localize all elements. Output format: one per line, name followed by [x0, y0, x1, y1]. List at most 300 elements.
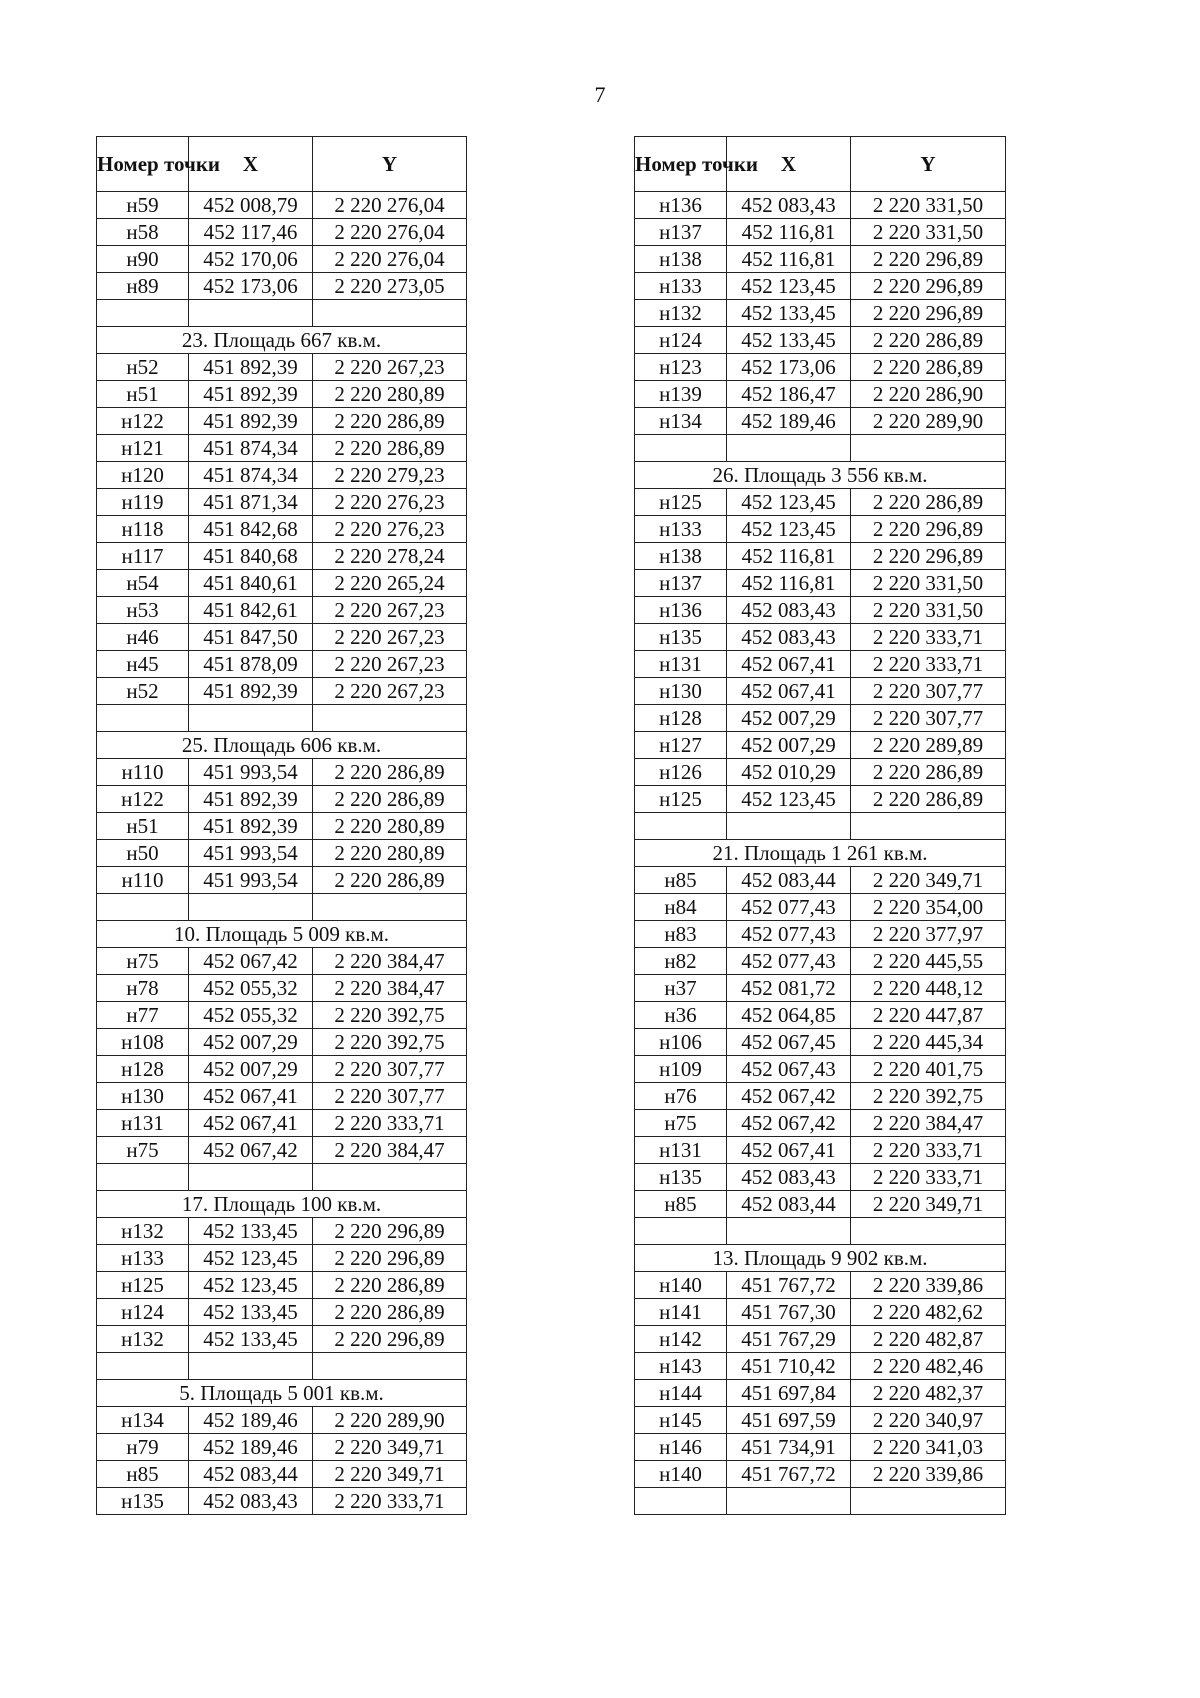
x-cell: 451 767,29 — [727, 1326, 851, 1353]
blank-row — [97, 894, 467, 921]
empty-cell — [313, 300, 467, 327]
table-row — [635, 1029, 1006, 1056]
point-cell: н138 — [635, 543, 727, 570]
table-row — [97, 543, 467, 570]
point-cell: н130 — [97, 1083, 189, 1110]
y-cell: 2 220 482,37 — [851, 1380, 1006, 1407]
section-header-row — [635, 840, 1006, 867]
x-cell: 452 173,06 — [189, 273, 313, 300]
y-cell: 2 220 279,23 — [313, 462, 467, 489]
table-row — [97, 948, 467, 975]
y-cell: 2 220 296,89 — [313, 1218, 467, 1245]
table-row — [635, 1110, 1006, 1137]
y-cell: 2 220 267,23 — [313, 624, 467, 651]
table-row — [635, 1164, 1006, 1191]
table-row — [635, 921, 1006, 948]
point-cell: н133 — [635, 273, 727, 300]
x-cell: 451 734,91 — [727, 1434, 851, 1461]
point-cell: н119 — [97, 489, 189, 516]
empty-cell — [189, 1353, 313, 1380]
point-cell: н124 — [97, 1299, 189, 1326]
table-row — [97, 462, 467, 489]
point-cell: н132 — [97, 1218, 189, 1245]
y-cell: 2 220 333,71 — [851, 651, 1006, 678]
y-cell: 2 220 482,46 — [851, 1353, 1006, 1380]
section-header-row — [97, 1380, 467, 1407]
y-cell: 2 220 307,77 — [313, 1083, 467, 1110]
y-cell: 2 220 296,89 — [313, 1245, 467, 1272]
table-row — [635, 408, 1006, 435]
blank-row — [635, 435, 1006, 462]
page-number: 7 — [594, 82, 606, 107]
empty-cell — [727, 435, 851, 462]
y-cell: 2 220 349,71 — [313, 1434, 467, 1461]
x-cell: 452 067,41 — [727, 678, 851, 705]
y-cell: 2 220 278,24 — [313, 543, 467, 570]
table-body-left — [97, 192, 467, 1515]
table-row — [635, 1272, 1006, 1299]
y-cell: 2 220 296,89 — [851, 543, 1006, 570]
blank-row — [97, 1353, 467, 1380]
empty-cell — [97, 705, 189, 732]
x-cell: 452 083,43 — [727, 624, 851, 651]
blank-row — [97, 1164, 467, 1191]
x-cell: 452 083,43 — [727, 192, 851, 219]
y-cell: 2 220 377,97 — [851, 921, 1006, 948]
y-cell: 2 220 339,86 — [851, 1272, 1006, 1299]
point-cell: н122 — [97, 786, 189, 813]
table-row — [97, 1272, 467, 1299]
coordinates-table-right — [634, 136, 1006, 1515]
x-cell: 452 081,72 — [727, 975, 851, 1002]
table-row — [97, 1407, 467, 1434]
point-cell: н82 — [635, 948, 727, 975]
point-cell: н136 — [635, 597, 727, 624]
empty-cell — [97, 1164, 189, 1191]
y-cell: 2 220 384,47 — [313, 1137, 467, 1164]
x-cell: 452 067,42 — [189, 1137, 313, 1164]
table-row — [97, 273, 467, 300]
point-cell: н135 — [635, 1164, 727, 1191]
empty-cell — [635, 813, 727, 840]
x-cell: 451 892,39 — [189, 381, 313, 408]
empty-cell — [727, 1218, 851, 1245]
y-cell: 2 220 384,47 — [851, 1110, 1006, 1137]
y-cell: 2 220 354,00 — [851, 894, 1006, 921]
x-cell: 452 123,45 — [727, 786, 851, 813]
table-row — [97, 597, 467, 624]
x-cell: 452 055,32 — [189, 1002, 313, 1029]
table-row — [635, 975, 1006, 1002]
table-row — [97, 840, 467, 867]
y-cell: 2 220 333,71 — [851, 1164, 1006, 1191]
coordinates-table-left — [96, 136, 467, 1515]
y-cell: 2 220 296,89 — [851, 516, 1006, 543]
x-cell: 452 133,45 — [727, 327, 851, 354]
x-cell: 451 847,50 — [189, 624, 313, 651]
x-cell: 451 892,39 — [189, 408, 313, 435]
x-cell: 451 892,39 — [189, 354, 313, 381]
x-cell: 452 083,44 — [727, 1191, 851, 1218]
y-cell: 2 220 445,34 — [851, 1029, 1006, 1056]
x-cell: 452 116,81 — [727, 543, 851, 570]
y-cell: 2 220 307,77 — [313, 1056, 467, 1083]
empty-cell — [727, 813, 851, 840]
table-row — [635, 948, 1006, 975]
table-row — [97, 1299, 467, 1326]
table-row — [635, 759, 1006, 786]
table-row — [97, 219, 467, 246]
blank-row — [97, 705, 467, 732]
y-cell: 2 220 286,89 — [313, 1272, 467, 1299]
point-cell: н89 — [97, 273, 189, 300]
x-cell: 452 173,06 — [727, 354, 851, 381]
table-row — [635, 327, 1006, 354]
y-cell: 2 220 267,23 — [313, 354, 467, 381]
section-header-row — [97, 1191, 467, 1218]
table-row — [635, 246, 1006, 273]
point-cell: н133 — [97, 1245, 189, 1272]
y-cell: 2 220 276,23 — [313, 489, 467, 516]
y-cell: 2 220 276,04 — [313, 219, 467, 246]
table-row — [635, 624, 1006, 651]
table-row — [635, 1353, 1006, 1380]
table-row — [97, 354, 467, 381]
y-cell: 2 220 273,05 — [313, 273, 467, 300]
empty-cell — [189, 1164, 313, 1191]
point-cell: н132 — [635, 300, 727, 327]
section-title: 25. Площадь 606 кв.м. — [97, 732, 467, 759]
x-cell: 452 123,45 — [189, 1272, 313, 1299]
table-row — [97, 813, 467, 840]
x-cell: 452 133,45 — [189, 1218, 313, 1245]
x-cell: 451 840,61 — [189, 570, 313, 597]
point-cell: н83 — [635, 921, 727, 948]
header-point: Номер точки — [635, 137, 727, 192]
table-row — [97, 759, 467, 786]
point-cell: н141 — [635, 1299, 727, 1326]
x-cell: 452 133,45 — [189, 1299, 313, 1326]
point-cell: н138 — [635, 246, 727, 273]
point-cell: н85 — [635, 1191, 727, 1218]
point-cell: н37 — [635, 975, 727, 1002]
table-row — [635, 705, 1006, 732]
section-title: 17. Площадь 100 кв.м. — [97, 1191, 467, 1218]
table-row — [635, 1326, 1006, 1353]
point-cell: н84 — [635, 894, 727, 921]
point-cell: н36 — [635, 1002, 727, 1029]
y-cell: 2 220 265,24 — [313, 570, 467, 597]
x-cell: 452 067,45 — [727, 1029, 851, 1056]
point-cell: н139 — [635, 381, 727, 408]
y-cell: 2 220 331,50 — [851, 192, 1006, 219]
point-cell: н52 — [97, 354, 189, 381]
table-row — [97, 624, 467, 651]
x-cell: 452 055,32 — [189, 975, 313, 1002]
point-cell: н127 — [635, 732, 727, 759]
table-row — [635, 273, 1006, 300]
x-cell: 451 767,72 — [727, 1272, 851, 1299]
y-cell: 2 220 267,23 — [313, 651, 467, 678]
header-x: X — [189, 137, 313, 192]
table-row — [97, 1110, 467, 1137]
table-row — [97, 1245, 467, 1272]
table-row — [635, 219, 1006, 246]
x-cell: 451 697,84 — [727, 1380, 851, 1407]
y-cell: 2 220 296,89 — [851, 300, 1006, 327]
section-title: 23. Площадь 667 кв.м. — [97, 327, 467, 354]
x-cell: 452 007,29 — [727, 732, 851, 759]
x-cell: 452 133,45 — [189, 1326, 313, 1353]
empty-cell — [635, 1488, 727, 1515]
table-row — [97, 1488, 467, 1515]
empty-cell — [313, 1164, 467, 1191]
empty-cell — [851, 1488, 1006, 1515]
empty-cell — [727, 1488, 851, 1515]
header-y: Y — [313, 137, 467, 192]
x-cell: 452 067,42 — [727, 1083, 851, 1110]
table-row — [635, 678, 1006, 705]
table-row — [635, 1380, 1006, 1407]
y-cell: 2 220 482,87 — [851, 1326, 1006, 1353]
section-title: 5. Площадь 5 001 кв.м. — [97, 1380, 467, 1407]
y-cell: 2 220 280,89 — [313, 840, 467, 867]
point-cell: н136 — [635, 192, 727, 219]
empty-cell — [189, 894, 313, 921]
y-cell: 2 220 296,89 — [851, 246, 1006, 273]
y-cell: 2 220 333,71 — [313, 1488, 467, 1515]
y-cell: 2 220 289,90 — [313, 1407, 467, 1434]
x-cell: 452 083,43 — [189, 1488, 313, 1515]
y-cell: 2 220 340,97 — [851, 1407, 1006, 1434]
section-title: 21. Площадь 1 261 кв.м. — [635, 840, 1006, 867]
point-cell: н126 — [635, 759, 727, 786]
point-cell: н128 — [635, 705, 727, 732]
header-x: X — [727, 137, 851, 192]
y-cell: 2 220 384,47 — [313, 948, 467, 975]
x-cell: 452 083,43 — [727, 597, 851, 624]
point-cell: н117 — [97, 543, 189, 570]
table-row — [635, 354, 1006, 381]
point-cell: н134 — [97, 1407, 189, 1434]
x-cell: 452 189,46 — [189, 1434, 313, 1461]
table-row — [97, 867, 467, 894]
empty-cell — [313, 1353, 467, 1380]
section-title: 10. Площадь 5 009 кв.м. — [97, 921, 467, 948]
y-cell: 2 220 267,23 — [313, 678, 467, 705]
x-cell: 452 123,45 — [727, 273, 851, 300]
empty-cell — [189, 300, 313, 327]
table-row — [97, 246, 467, 273]
point-cell: н132 — [97, 1326, 189, 1353]
y-cell: 2 220 286,89 — [313, 759, 467, 786]
point-cell: н131 — [97, 1110, 189, 1137]
table-row — [635, 381, 1006, 408]
y-cell: 2 220 401,75 — [851, 1056, 1006, 1083]
point-cell: н109 — [635, 1056, 727, 1083]
y-cell: 2 220 276,04 — [313, 192, 467, 219]
empty-cell — [635, 1218, 727, 1245]
y-cell: 2 220 286,90 — [851, 381, 1006, 408]
table-row — [635, 867, 1006, 894]
point-cell: н144 — [635, 1380, 727, 1407]
point-cell: н54 — [97, 570, 189, 597]
x-cell: 452 067,42 — [727, 1110, 851, 1137]
y-cell: 2 220 286,89 — [851, 489, 1006, 516]
y-cell: 2 220 289,89 — [851, 732, 1006, 759]
point-cell: н52 — [97, 678, 189, 705]
point-cell: н78 — [97, 975, 189, 1002]
table-row — [97, 1326, 467, 1353]
y-cell: 2 220 286,89 — [851, 327, 1006, 354]
point-cell: н58 — [97, 219, 189, 246]
x-cell: 452 067,43 — [727, 1056, 851, 1083]
table-row — [97, 1461, 467, 1488]
section-header-row — [635, 462, 1006, 489]
table-row — [635, 786, 1006, 813]
empty-cell — [851, 435, 1006, 462]
table-row — [635, 1461, 1006, 1488]
point-cell: н135 — [97, 1488, 189, 1515]
table-row — [97, 435, 467, 462]
point-cell: н45 — [97, 651, 189, 678]
empty-cell — [97, 894, 189, 921]
x-cell: 452 170,06 — [189, 246, 313, 273]
empty-cell — [635, 435, 727, 462]
x-cell: 452 077,43 — [727, 921, 851, 948]
y-cell: 2 220 286,89 — [313, 867, 467, 894]
table-row — [635, 1191, 1006, 1218]
y-cell: 2 220 286,89 — [313, 786, 467, 813]
blank-row — [635, 1488, 1006, 1515]
table-row — [635, 516, 1006, 543]
table-row — [97, 786, 467, 813]
table-row — [635, 192, 1006, 219]
table-body-right — [635, 192, 1006, 1515]
point-cell: н125 — [97, 1272, 189, 1299]
table-row — [97, 489, 467, 516]
point-cell: н108 — [97, 1029, 189, 1056]
point-cell: н134 — [635, 408, 727, 435]
point-cell: н143 — [635, 1353, 727, 1380]
x-cell: 452 123,45 — [189, 1245, 313, 1272]
y-cell: 2 220 448,12 — [851, 975, 1006, 1002]
point-cell: н50 — [97, 840, 189, 867]
point-cell: н120 — [97, 462, 189, 489]
point-cell: н118 — [97, 516, 189, 543]
y-cell: 2 220 307,77 — [851, 705, 1006, 732]
x-cell: 451 878,09 — [189, 651, 313, 678]
table-row — [635, 489, 1006, 516]
point-cell: н110 — [97, 759, 189, 786]
y-cell: 2 220 296,89 — [851, 273, 1006, 300]
table-row — [97, 1056, 467, 1083]
point-cell: н140 — [635, 1461, 727, 1488]
x-cell: 451 710,42 — [727, 1353, 851, 1380]
point-cell: н137 — [635, 219, 727, 246]
y-cell: 2 220 276,23 — [313, 516, 467, 543]
y-cell: 2 220 296,89 — [313, 1326, 467, 1353]
x-cell: 452 067,41 — [189, 1110, 313, 1137]
blank-row — [635, 1218, 1006, 1245]
y-cell: 2 220 331,50 — [851, 570, 1006, 597]
section-header-row — [97, 732, 467, 759]
section-title: 13. Площадь 9 902 кв.м. — [635, 1245, 1006, 1272]
table-row — [635, 1299, 1006, 1326]
y-cell: 2 220 286,89 — [313, 435, 467, 462]
x-cell: 451 871,34 — [189, 489, 313, 516]
x-cell: 452 116,81 — [727, 219, 851, 246]
table-row — [635, 1137, 1006, 1164]
table-row — [635, 1083, 1006, 1110]
table-row — [635, 543, 1006, 570]
table-row — [635, 300, 1006, 327]
table-row — [97, 1002, 467, 1029]
y-cell: 2 220 447,87 — [851, 1002, 1006, 1029]
point-cell: н140 — [635, 1272, 727, 1299]
empty-cell — [97, 1353, 189, 1380]
x-cell: 452 117,46 — [189, 219, 313, 246]
y-cell: 2 220 349,71 — [851, 867, 1006, 894]
y-cell: 2 220 267,23 — [313, 597, 467, 624]
point-cell: н137 — [635, 570, 727, 597]
empty-cell — [851, 813, 1006, 840]
y-cell: 2 220 331,50 — [851, 219, 1006, 246]
x-cell: 451 892,39 — [189, 813, 313, 840]
table-row — [635, 1407, 1006, 1434]
x-cell: 452 083,44 — [189, 1461, 313, 1488]
point-cell: н51 — [97, 381, 189, 408]
x-cell: 452 067,42 — [189, 948, 313, 975]
y-cell: 2 220 280,89 — [313, 381, 467, 408]
x-cell: 451 842,68 — [189, 516, 313, 543]
x-cell: 452 186,47 — [727, 381, 851, 408]
table-row — [635, 597, 1006, 624]
table-row — [97, 1029, 467, 1056]
point-cell: н131 — [635, 1137, 727, 1164]
x-cell: 452 123,45 — [727, 489, 851, 516]
x-cell: 452 007,29 — [727, 705, 851, 732]
point-cell: н124 — [635, 327, 727, 354]
section-header-row — [635, 1245, 1006, 1272]
x-cell: 451 892,39 — [189, 678, 313, 705]
y-cell: 2 220 276,04 — [313, 246, 467, 273]
table-row — [635, 894, 1006, 921]
table-row — [635, 1002, 1006, 1029]
header-point: Номер точки — [97, 137, 189, 192]
point-cell: н133 — [635, 516, 727, 543]
x-cell: 452 010,29 — [727, 759, 851, 786]
point-cell: н85 — [97, 1461, 189, 1488]
table-row — [97, 381, 467, 408]
y-cell: 2 220 349,71 — [851, 1191, 1006, 1218]
x-cell: 451 767,72 — [727, 1461, 851, 1488]
y-cell: 2 220 286,89 — [851, 786, 1006, 813]
x-cell: 452 008,79 — [189, 192, 313, 219]
x-cell: 452 064,85 — [727, 1002, 851, 1029]
table-row — [97, 678, 467, 705]
point-cell: н125 — [635, 786, 727, 813]
y-cell: 2 220 392,75 — [313, 1002, 467, 1029]
table-row — [97, 1137, 467, 1164]
table-row — [97, 192, 467, 219]
point-cell: н76 — [635, 1083, 727, 1110]
y-cell: 2 220 286,89 — [851, 354, 1006, 381]
x-cell: 451 892,39 — [189, 786, 313, 813]
x-cell: 452 189,46 — [727, 408, 851, 435]
point-cell: н145 — [635, 1407, 727, 1434]
header-y: Y — [851, 137, 1006, 192]
